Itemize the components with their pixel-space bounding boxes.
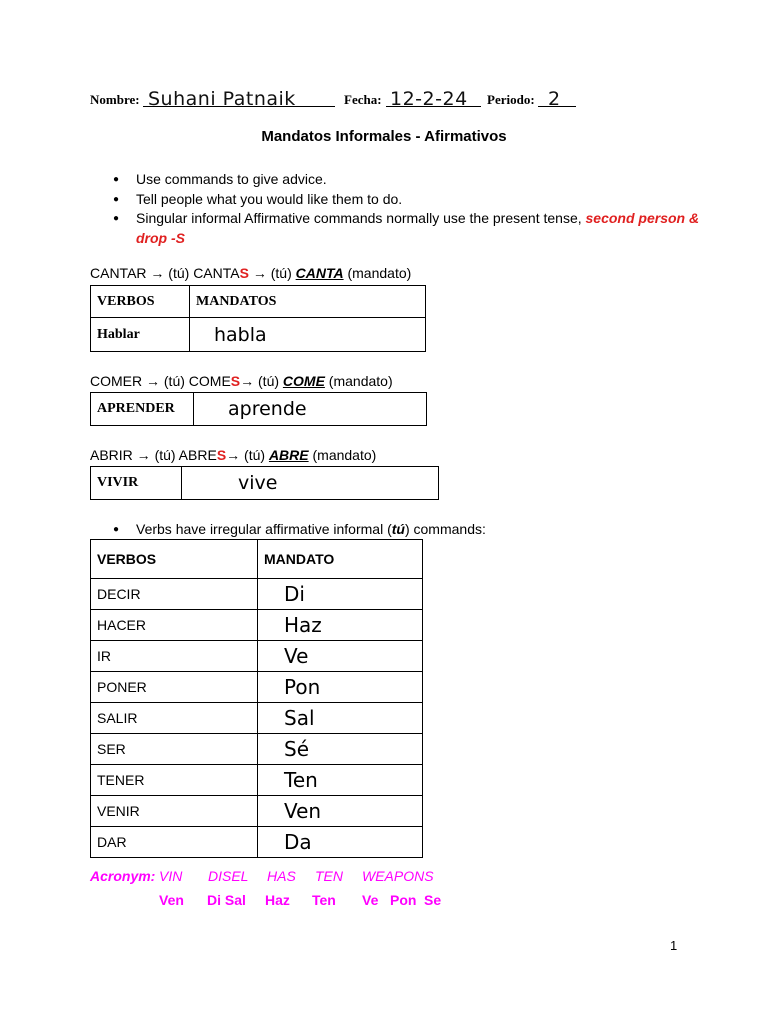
ir-example [90,447,376,463]
table-row [91,318,426,352]
table-row [91,286,426,318]
example-text: COMER → (tú) COME [90,373,231,389]
table-row [91,393,427,426]
example-text: (mandato) [308,447,377,463]
verb-cell: DAR [91,827,258,858]
bullet-would-like [113,190,703,210]
example-text: → (tú) [226,447,269,463]
acronym-command: Pon [390,892,417,908]
bullet-tu: tú [391,521,405,537]
ar-example [90,265,411,281]
answer-cell[interactable]: Pon [258,672,423,703]
table-row [91,827,423,858]
acronym-label: Acronym: [90,868,156,884]
verb-cell: IR [91,641,258,672]
verb-cell: SER [91,734,258,765]
er-table [90,392,427,426]
example-text: CANTAR → (tú) CANTA [90,265,240,281]
acronym-command: Haz [265,892,290,908]
dropped-s: S [239,265,249,281]
verb-cell: DECIR [91,579,258,610]
example-text: (mandato) [343,265,412,281]
ar-table [90,285,426,352]
student-info-line [90,86,590,116]
example-command: CANTA [295,265,344,281]
bullet-irregular [113,520,703,540]
table-row [91,734,423,765]
irregular-intro [113,520,703,540]
verb-cell: Hablar [91,318,190,352]
example-text: ABRIR → (tú) ABRE [90,447,217,463]
verb-cell: VENIR [91,796,258,827]
nombre-value: Suhani Patnaik [148,88,296,110]
acronym-word: VIN [159,868,183,884]
bullet-rule [113,209,703,248]
rules-list [113,170,703,248]
bullet-advice [113,170,703,190]
acronym-word: TEN [315,868,343,884]
acronym-line [90,868,434,884]
answer-cell[interactable]: Sé [258,734,423,765]
table-row [91,610,423,641]
acronym-command: Ven [159,892,184,908]
periodo-value: 2 [548,88,561,110]
page-number: 1 [670,938,678,953]
table-row [91,467,439,500]
answer-cell[interactable]: habla [190,318,426,352]
bullet-text: Tell people what you would like them to do. [136,190,403,207]
answer-cell[interactable]: Di [258,579,423,610]
verb-cell: SALIR [91,703,258,734]
answer-cell[interactable]: Da [258,827,423,858]
answer-cell[interactable]: Haz [258,610,423,641]
fecha-label: Fecha: [344,92,382,107]
bullet-text: Verbs have irregular affirmative informal ( [136,521,392,537]
verb-cell: APRENDER [91,393,194,426]
answer-cell[interactable]: aprende [194,393,427,426]
bullet-text: Singular informal Affirmative commands normally use the present tense, [136,210,586,226]
answer-cell[interactable]: vive [182,467,439,500]
acronym-command: Ve [362,892,379,908]
acronym-word: HAS [267,868,296,884]
acronym-command: Ten [312,892,336,908]
verb-cell: VIVIR [91,467,182,500]
acronym-word: DISEL [208,868,249,884]
acronym-word: WEAPONS [362,868,434,884]
acronym-command: Se [424,892,442,908]
table-row [91,765,423,796]
periodo-label: Periodo: [487,92,535,107]
table-row [91,540,423,579]
page-title: Mandatos Informales - Afirmativos [261,128,507,145]
example-text: → (tú) [240,373,283,389]
table-header-mandatos: MANDATOS [190,286,426,318]
answer-cell[interactable]: Ven [258,796,423,827]
verb-cell: TENER [91,765,258,796]
fecha-value: 12-2-24 [390,88,468,110]
bullet-text: ) commands: [404,521,486,537]
example-command: COME [282,373,325,389]
nombre-label: Nombre: [90,92,140,107]
table-row [91,796,423,827]
dropped-s: S [216,447,227,463]
verb-cell: PONER [91,672,258,703]
ir-table [90,466,439,500]
table-header-verbos: VERBOS [91,286,190,318]
table-header-verbos: VERBOS [91,540,258,579]
table-header-mandato: MANDATO [258,540,423,579]
answer-cell[interactable]: Sal [258,703,423,734]
example-text: → (tú) [248,265,296,281]
table-row [91,641,423,672]
example-text: (mandato) [324,373,393,389]
answer-cell[interactable]: Ten [258,765,423,796]
acronym-command: Di Sal [207,892,246,908]
table-row [91,579,423,610]
er-example [90,373,393,389]
verb-cell: HACER [91,610,258,641]
bullet-emphasis: second person & drop -S [136,210,700,246]
example-command: ABRE [268,447,309,463]
table-row [91,703,423,734]
table-row [91,672,423,703]
bullet-text: Use commands to give advice. [136,171,327,187]
dropped-s: S [230,373,241,389]
irregular-table [90,539,423,858]
answer-cell[interactable]: Ve [258,641,423,672]
